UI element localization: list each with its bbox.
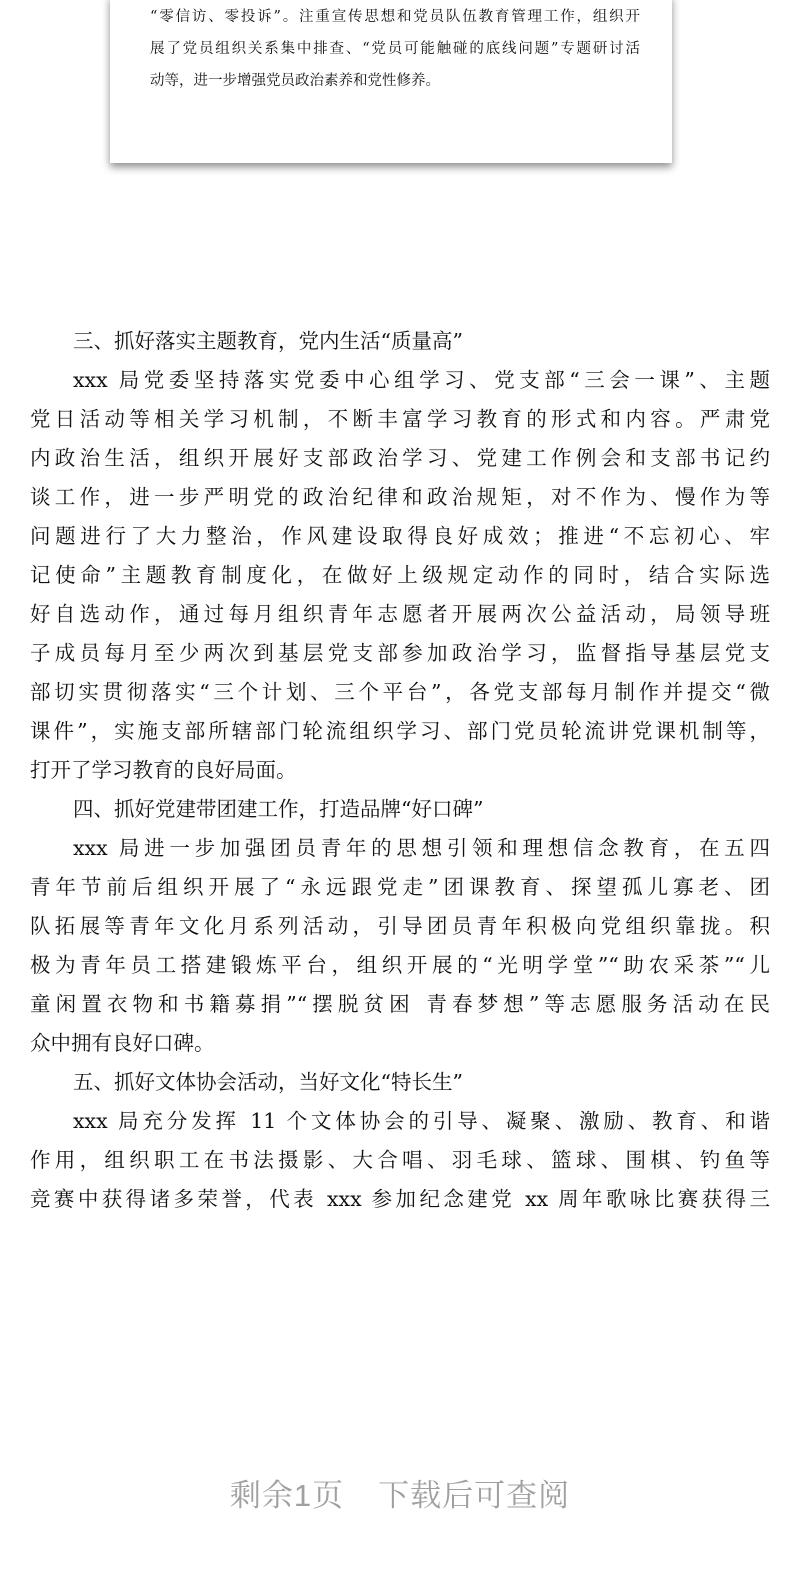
document-line: xxx 局党委坚持落实党委中心组学习、党支部“三会一课”、主题: [73, 368, 770, 392]
document-line: xxx 局进一步加强团员青年的思想引领和理想信念教育，在五四: [73, 836, 770, 860]
document-line: 五、抓好文体协会活动，当好文化“特长生”: [73, 1070, 463, 1094]
card-line: 展了党员组织关系集中排查、“党员可能触碰的底线问题”专题研讨活: [150, 41, 640, 57]
document-line: 四、抓好党建带团建工作，打造品牌“好口碑”: [73, 797, 484, 821]
document-line: 青年节前后组织开展了“永远跟党走”团课教育、探望孤儿寡老、团: [30, 875, 770, 899]
document-line: 竞赛中获得诸多荣誉，代表 xxx 参加纪念建党 xx 周年歌咏比赛获得三: [30, 1187, 770, 1211]
document-line: 极为青年员工搭建锻炼平台，组织开展的“光明学堂”“助农采茶”“儿: [30, 953, 770, 977]
document-body: [30, 322, 770, 1219]
document-line: 子成员每月至少两次到基层党支部参加政治学习，监督指导基层党支: [30, 641, 770, 665]
card-line: “零信访、零投诉”。注重宣传思想和党员队伍教育管理工作，组织开: [150, 9, 640, 25]
document-line: 三、抓好落实主题教育，党内生活“质量高”: [73, 329, 463, 353]
remaining-pages-label: 剩余1页: [229, 1478, 345, 1513]
document-line: 作用，组织职工在书法摄影、大合唱、羽毛球、篮球、围棋、钓鱼等: [30, 1148, 770, 1172]
document-line: 内政治生活，组织开展好支部政治学习、党建工作例会和支部书记约: [30, 446, 770, 470]
document-line: 问题进行了大力整治，作风建设取得良好成效；推进“不忘初心、牢: [30, 524, 770, 548]
document-line: xxx 局充分发挥 11 个文体协会的引导、凝聚、激励、教育、和谐: [73, 1109, 770, 1133]
document-line: 记使命”主题教育制度化，在做好上级规定动作的同时，结合实际选: [30, 563, 770, 587]
document-line: 部切实贯彻落实“三个计划、三个平台”，各党支部每月制作并提交“微: [30, 680, 770, 704]
document-line: 课件”，实施支部所辖部门轮流组织学习、部门党员轮流讲党课机制等，: [30, 719, 770, 743]
download-to-view-label[interactable]: 下载后可查阅: [378, 1478, 571, 1513]
document-line: 童闲置衣物和书籍募捐”“摆脱贫困 青春梦想”等志愿服务活动在民: [30, 992, 770, 1016]
document-line: 好自选动作，通过每月组织青年志愿者开展两次公益活动，局领导班: [30, 602, 770, 626]
document-line: 众中拥有良好口碑。: [30, 1031, 215, 1055]
download-prompt[interactable]: [0, 1470, 800, 1515]
card-line: 动等，进一步增强党员政治素养和党性修养。: [150, 73, 440, 89]
document-line: 打开了学习教育的良好局面。: [30, 758, 297, 782]
document-line: 队拓展等青年文化月系列活动，引导团员青年积极向党组织靠拢。积: [30, 914, 770, 938]
document-line: 党日活动等相关学习机制，不断丰富学习教育的形式和内容。严肃党: [30, 407, 770, 431]
preview-page-card: [110, 0, 672, 163]
document-line: 谈工作，进一步严明党的政治纪律和政治规矩，对不作为、慢作为等: [30, 485, 770, 509]
